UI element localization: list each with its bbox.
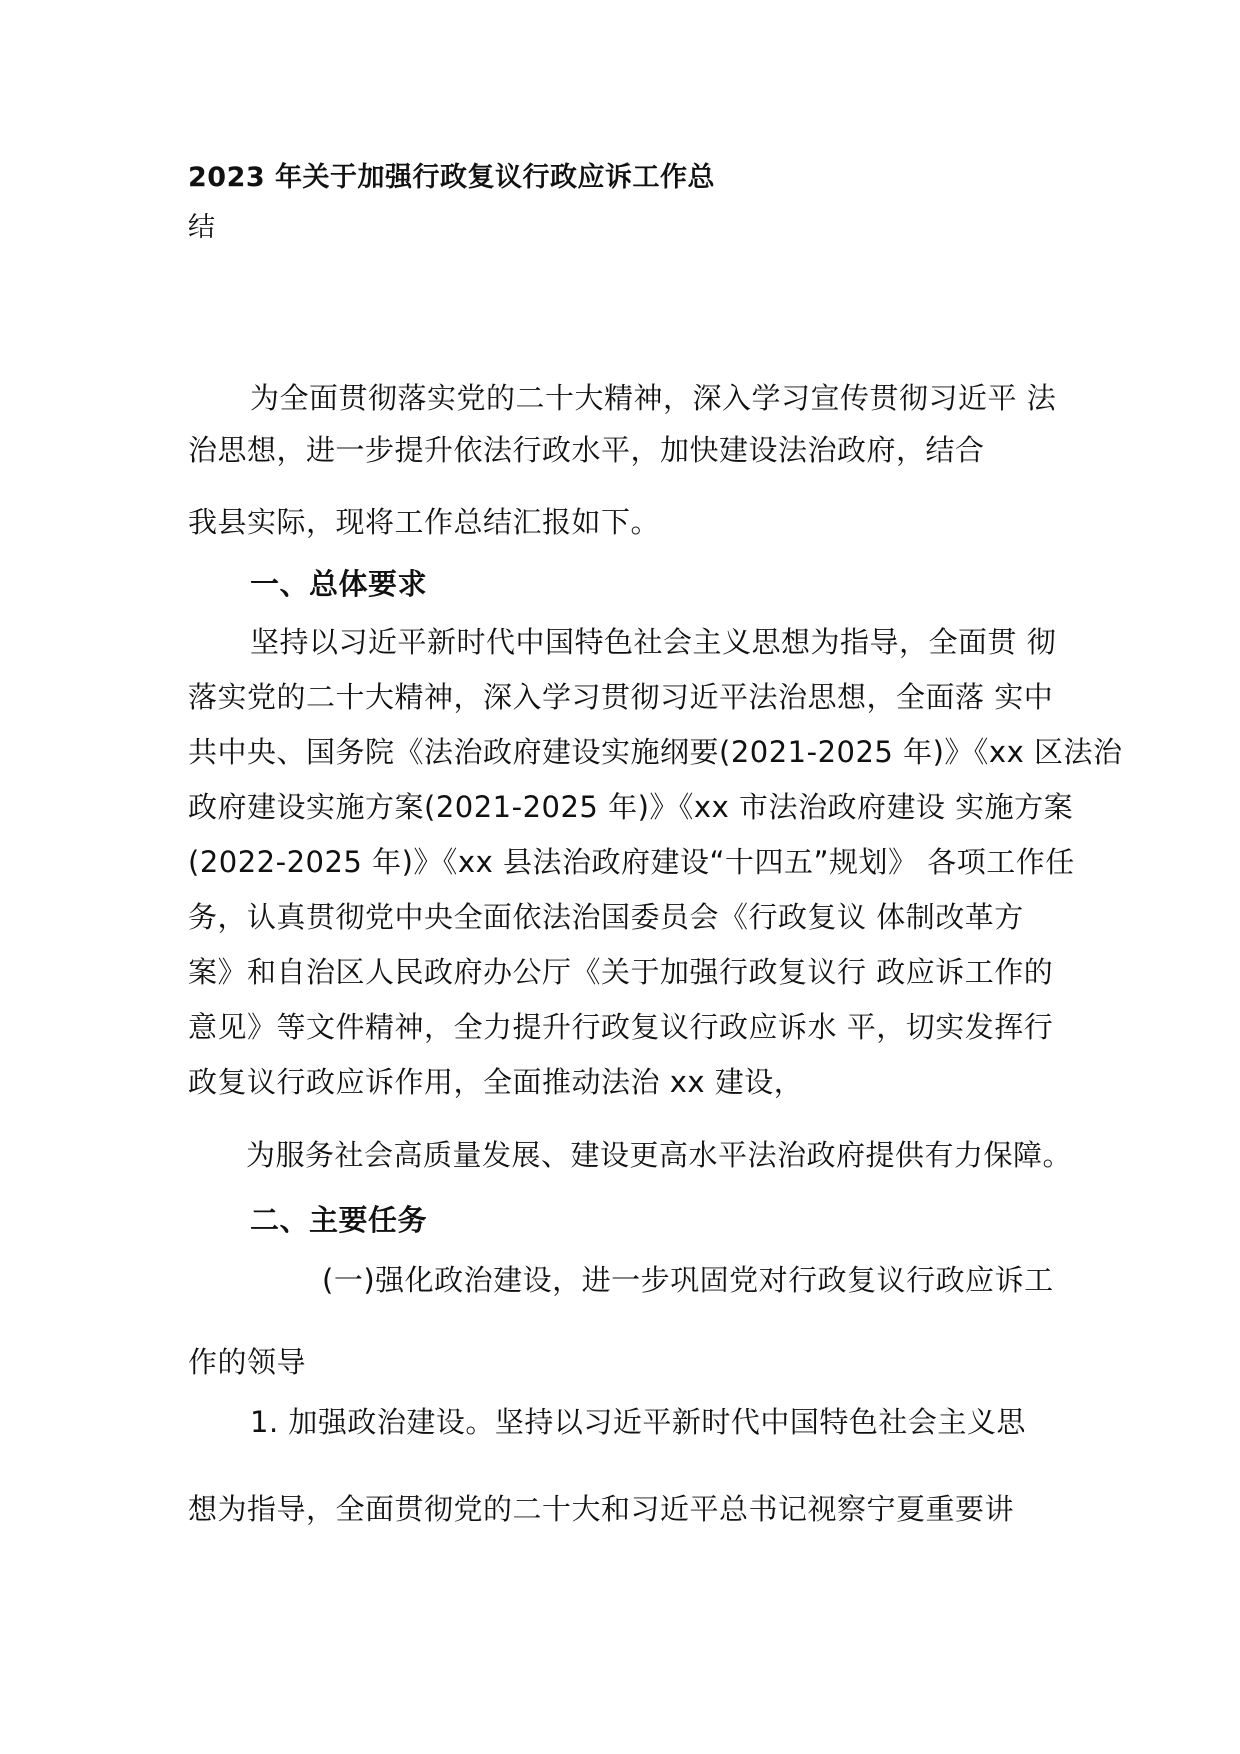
section-1-line-1: 坚持以习近平新时代中国特色社会主义思想为指导，全面贯 彻 — [250, 625, 1057, 659]
section-1-line-4: 政府建设实施方案(2021-2025 年)》《xx 市法治政府建设 实施方案 — [188, 790, 1074, 824]
section-1-line-5: (2022-2025 年)》《xx 县法治政府建设“十四五”规划》 各项工作任 — [188, 845, 1075, 879]
section-1-line-3: 共中央、国务院《法治政府建设实施纲要(2021-2025 年)》《xx 区法治 — [188, 735, 1123, 769]
intro-line-3: 我县实际，现将工作总结汇报如下。 — [188, 505, 661, 539]
section-1-heading: 一、总体要求 — [250, 567, 428, 601]
section-1-line-10: 为服务社会高质量发展、建设更高水平法治政府提供有力保障。 — [246, 1138, 1073, 1172]
document-title-line-1: 2023 年关于加强行政复议行政应诉工作总 — [188, 162, 716, 193]
section-1-line-7: 案》和自治区人民政府办公厅《关于加强行政复议行 政应诉工作的 — [188, 955, 1054, 989]
section-2-line-4: 想为指导，全面贯彻党的二十大和习近平总书记视察宁夏重要讲 — [188, 1492, 1015, 1526]
section-1-line-8: 意见》等文件精神，全力提升行政复议行政应诉水 平，切实发挥行 — [188, 1010, 1054, 1044]
section-2-line-2: 作的领导 — [188, 1345, 307, 1379]
section-1-line-9: 政复议行政应诉作用，全面推动法治 xx 建设， — [188, 1065, 804, 1099]
section-2-heading: 二、主要任务 — [250, 1203, 428, 1237]
intro-line-2: 治思想，进一步提升依法行政水平，加快建设法治政府，结合 — [188, 433, 985, 467]
section-1-line-2: 落实党的二十大精神，深入学习贯彻习近平法治思想，全面落 实中 — [188, 680, 1054, 714]
section-1-line-6: 务，认真贯彻党中央全面依法治国委员会《行政复议 体制改革方 — [188, 900, 1024, 934]
section-2-line-1: (一)强化政治建设，进一步巩固党对行政复议行政应诉工 — [322, 1263, 1054, 1297]
section-2-line-3: 1. 加强政治建设。坚持以习近平新时代中国特色社会主义思 — [250, 1405, 1026, 1439]
intro-line-1: 为全面贯彻落实党的二十大精神，深入学习宣传贯彻习近平 法 — [250, 381, 1057, 415]
document-title-line-2: 结 — [188, 212, 216, 243]
